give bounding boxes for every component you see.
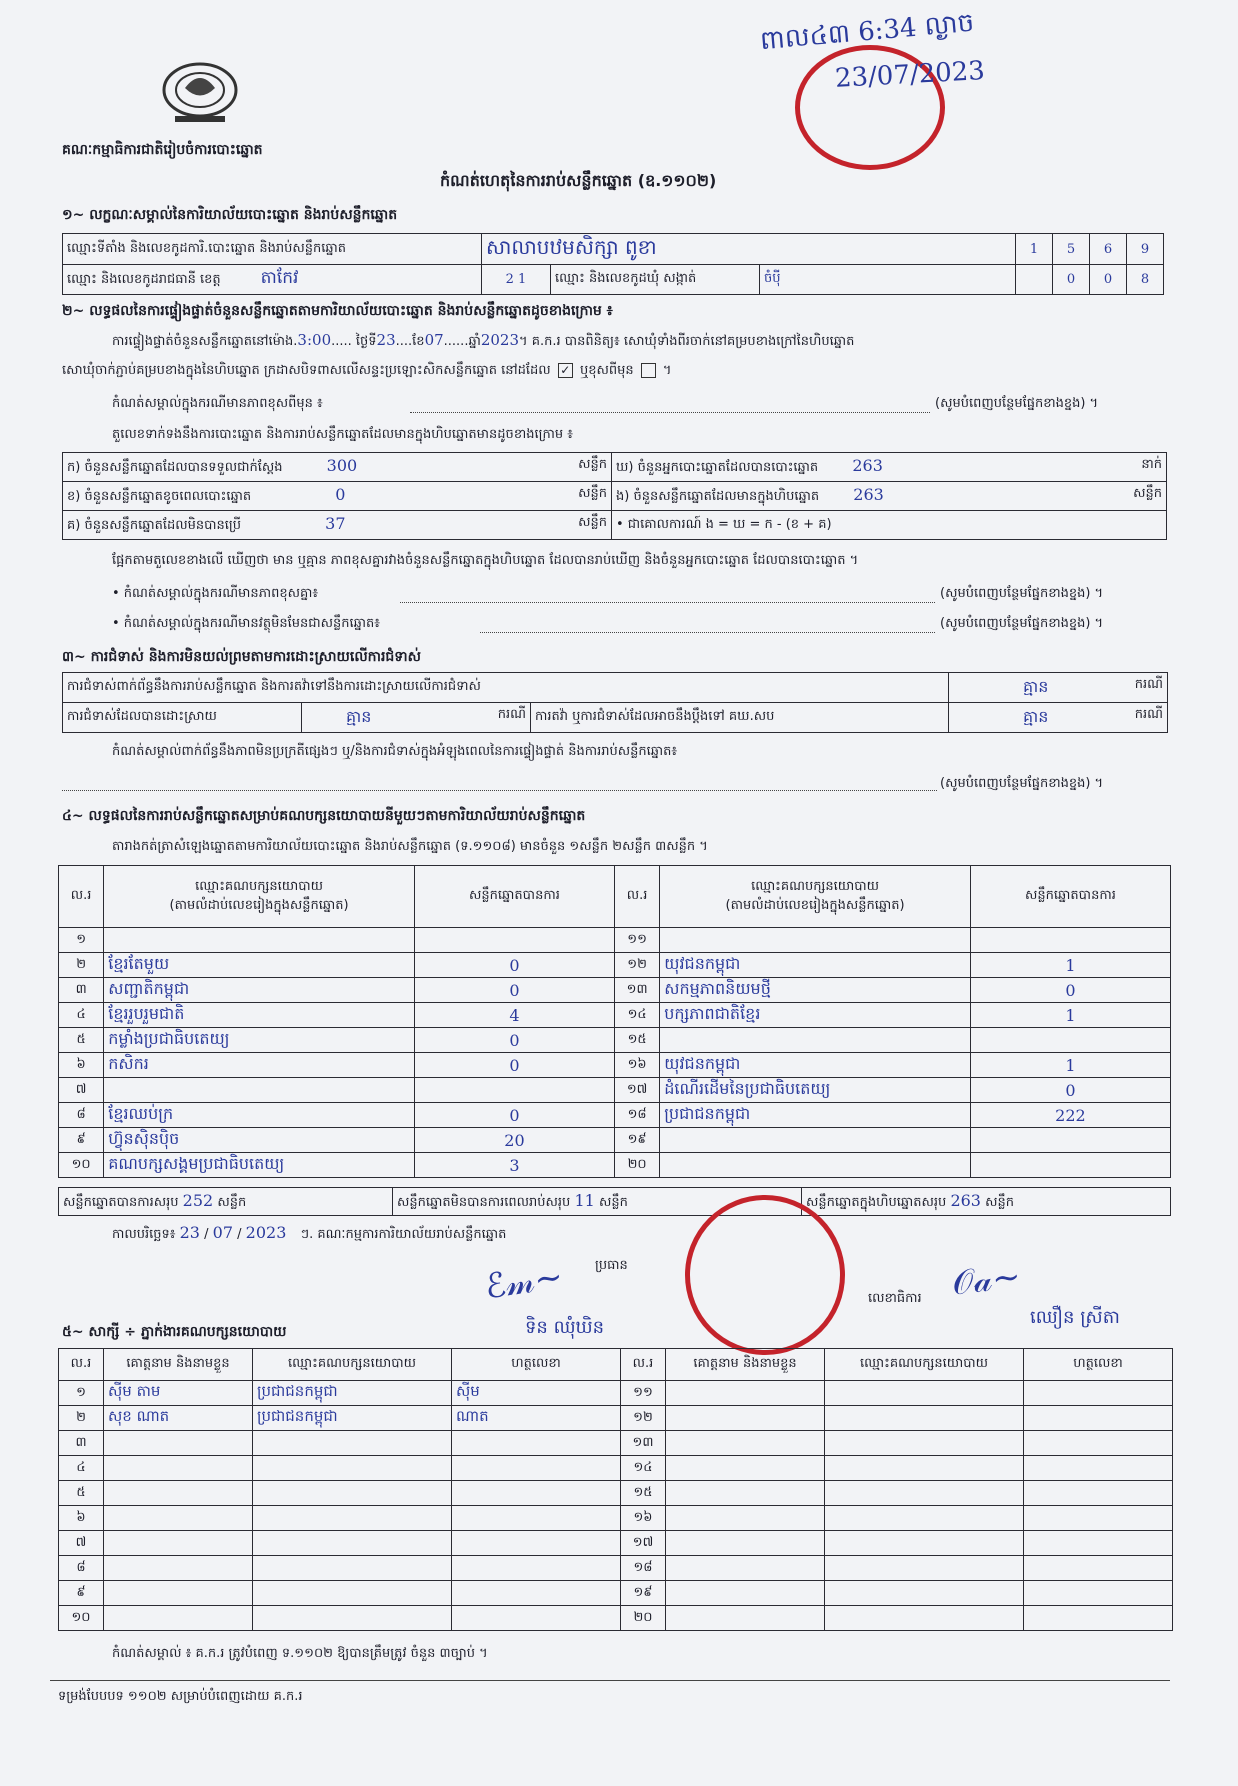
- witness-no: ១: [59, 1381, 104, 1406]
- vote-party-name: [660, 1153, 971, 1178]
- vote-row-no: ១៨: [614, 1103, 659, 1128]
- witness-no: ២: [59, 1406, 104, 1431]
- received-date: 23/07/2023: [834, 56, 986, 94]
- emblem-logo: [155, 58, 245, 130]
- vote-row-no: ១៤: [614, 1003, 659, 1028]
- vote-party-name: ខ្មែរតែមួយ: [104, 953, 415, 978]
- witness-name: សុខ ណាត: [104, 1406, 253, 1431]
- s2-note-diff: កំណត់សម្គាល់ក្នុងករណីមានភាពខុសពីមុន ៖: [112, 396, 323, 411]
- secretary-signature: 𝒪𝒶~: [950, 1256, 1023, 1304]
- witness-party: [253, 1531, 452, 1556]
- secretary-name: ឈឿន ស្រីតា: [1030, 1307, 1120, 1328]
- s1-commune-code-1: 0: [1053, 265, 1090, 295]
- vote-row-no: ១៩: [614, 1128, 659, 1153]
- chair-name: ទិន ឈុំឃិន: [525, 1317, 605, 1338]
- vote-row: [59, 928, 1171, 953]
- witness-signature: [1024, 1506, 1173, 1531]
- witness-party: [825, 1556, 1024, 1581]
- vote-party-name: [660, 928, 971, 953]
- form-reference: ទម្រង់បែបបទ ១១០២ សម្រាប់បំពេញដោយ គ.ក.រ: [58, 1689, 303, 1704]
- witness-name: [104, 1456, 253, 1481]
- spoiled-ballots: 0: [335, 485, 346, 504]
- witness-row: [59, 1556, 1173, 1581]
- vote-party-name: [660, 1128, 971, 1153]
- witness-signature: [452, 1531, 621, 1556]
- witness-signature: [452, 1581, 621, 1606]
- witness-party: [825, 1481, 1024, 1506]
- witness-signature: [1024, 1556, 1173, 1581]
- witness-signature: [1024, 1381, 1173, 1406]
- witness-row: [59, 1431, 1173, 1456]
- s1-title: ១~ លក្ខណៈសម្គាល់នៃការិយាល័យបោះឆ្នោត និងរាប់សន្លឹកឆ្នោត: [62, 207, 398, 223]
- vote-party-name: កម្លាំងប្រជាធិបតេយ្យ: [104, 1028, 415, 1053]
- verify-day: 23: [376, 331, 396, 349]
- fill-back-note-1: (សូមបំពេញបន្ថែមផ្នែកខាងខ្នង) ។: [935, 396, 1099, 411]
- vote-row: [59, 1128, 1171, 1153]
- vote-row: [59, 1153, 1171, 1178]
- witness-name: [666, 1556, 825, 1581]
- vote-row: [59, 1003, 1171, 1028]
- vote-row: [59, 1078, 1171, 1103]
- witness-no: ១២: [621, 1406, 666, 1431]
- s1-label-station: ឈ្មោះទីតាំង និងលេខកូដការិ.បោះឆ្នោត និងរាប់សន្លឹកឆ្នោត: [63, 234, 482, 265]
- witness-signature: [452, 1606, 621, 1631]
- vote-row: [59, 953, 1171, 978]
- witness-party: ប្រជាជនកម្ពុជា: [253, 1406, 452, 1431]
- vote-count: 0: [414, 1053, 614, 1078]
- formula-note: • ជាគោលការណ៍ ង = ឃ = ក - (ខ + គ): [612, 511, 1167, 540]
- witness-row: [59, 1506, 1173, 1531]
- vote-party-name: យុវជនកម្ពុជា: [660, 1053, 971, 1078]
- witness-no: ៨: [59, 1556, 104, 1581]
- vote-party-name: [104, 1078, 415, 1103]
- witness-party: [253, 1581, 452, 1606]
- s3-resolved-count: គ្មាន: [346, 706, 372, 726]
- vote-party-name: ប្រជាជនកម្ពុជា: [660, 1103, 971, 1128]
- witness-signature: [452, 1431, 621, 1456]
- vote-party-name: យុវជនកម្ពុជា: [660, 953, 971, 978]
- vote-count: 1: [970, 953, 1170, 978]
- witness-name: [666, 1381, 825, 1406]
- vote-row-no: ៩: [59, 1128, 104, 1153]
- witness-name: ស៊ីម តាម: [104, 1381, 253, 1406]
- witness-party: [253, 1506, 452, 1531]
- witness-row: [59, 1581, 1173, 1606]
- vote-count: [970, 1153, 1170, 1178]
- witness-signature: [1024, 1481, 1173, 1506]
- vote-party-name: ខ្មែររួបរួមជាតិ: [104, 1003, 415, 1028]
- vote-count: 1: [970, 1003, 1170, 1028]
- witness-no: ១៦: [621, 1506, 666, 1531]
- witness-no: ៧: [59, 1531, 104, 1556]
- ballots-in-box: 263: [853, 485, 884, 504]
- vote-row: [59, 1053, 1171, 1078]
- witness-party: [253, 1556, 452, 1581]
- witness-name: [666, 1531, 825, 1556]
- witness-no: ១៨: [621, 1556, 666, 1581]
- witness-row: [59, 1381, 1173, 1406]
- vote-count: [970, 928, 1170, 953]
- s3-note: កំណត់សម្គាល់ពាក់ព័ន្ធនឹងភាពមិនប្រក្រតីផ្សេងៗ ឬ/និងការជំទាស់ក្នុងអំឡុងពេលនៃការផ្ទៀងផ្ទាត់ និងការរាប់សន្លឹកឆ្នោត៖: [112, 744, 678, 759]
- same-checkbox[interactable]: ✓: [558, 363, 573, 378]
- vote-party-name: [660, 1028, 971, 1053]
- witness-signature: [1024, 1456, 1173, 1481]
- witness-no: ១៣: [621, 1431, 666, 1456]
- witness-party: ប្រជាជនកម្ពុជា: [253, 1381, 452, 1406]
- vote-row-no: ៧: [59, 1078, 104, 1103]
- witness-party: [253, 1456, 452, 1481]
- s1-code-4: 9: [1127, 234, 1164, 265]
- unused-ballots: 37: [325, 514, 346, 533]
- witness-no: ៤: [59, 1456, 104, 1481]
- s1-table: [62, 233, 1164, 295]
- witness-party: [825, 1506, 1024, 1531]
- vote-row-no: ១១: [614, 928, 659, 953]
- witness-name: [104, 1531, 253, 1556]
- vote-row-no: ១៣: [614, 978, 659, 1003]
- witness-name: [104, 1481, 253, 1506]
- witness-name: [104, 1556, 253, 1581]
- witness-name: [104, 1606, 253, 1631]
- witness-row: [59, 1481, 1173, 1506]
- s2-title: ២~ លទ្ធផលនៃការផ្ទៀងផ្ទាត់ចំនួនសន្លឹកឆ្នោតតាមការិយាល័យបោះឆ្នោត និងរាប់សន្លឹកឆ្នោតដូចខាងក្រោម ៖: [62, 303, 613, 319]
- s1-code-2: 5: [1053, 234, 1090, 265]
- s1-commune: ចំប៉ី: [760, 265, 1016, 295]
- witness-party: [825, 1531, 1024, 1556]
- vote-party-name: បក្សភាពជាតិខ្មែរ: [660, 1003, 971, 1028]
- vote-row-no: ១៧: [614, 1078, 659, 1103]
- vote-count: 0: [414, 1028, 614, 1053]
- vote-party-name: កសិករ: [104, 1053, 415, 1078]
- vote-count: 0: [970, 1078, 1170, 1103]
- witness-no: ១៧: [621, 1531, 666, 1556]
- received-ballots: 300: [326, 456, 358, 475]
- vote-row: [59, 1103, 1171, 1128]
- witness-party: [825, 1431, 1024, 1456]
- witness-signature: ណាត: [452, 1406, 621, 1431]
- secretary-title: លេខាធិការ: [868, 1291, 922, 1306]
- s1-commune-code-3: 8: [1127, 265, 1164, 295]
- vote-row-no: ៥: [59, 1028, 104, 1053]
- vote-count: 4: [414, 1003, 614, 1028]
- witness-no: ១៩: [621, 1581, 666, 1606]
- vote-row-no: ២០: [614, 1153, 659, 1178]
- witness-party: [253, 1431, 452, 1456]
- vote-party-name: [104, 928, 415, 953]
- witness-name: [666, 1606, 825, 1631]
- s1-label-province: ឈ្មោះ និងលេខកូដរាជធានី ខេត្ត: [67, 272, 221, 287]
- s2-figures-table: ក) ចំនួនសន្លឹកឆ្នោតដែលបានទទួលជាក់ស្តែង 300 សន្លឹក ឃ) ចំនួនអ្នកបោះឆ្នោតដែលបានបោះឆ្នោត 263 នាក់ ខ) ចំនួនសន្លឹកឆ្នោតខូចពេលបោះឆ្នោត 0 សន្លឹក ង) ចំនួនសន្លឹកឆ្នោតដែលមានក្នុងហិបឆ្នោត 263 សន្លឹក គ) ចំនួនសន្លឹកឆ្នោតដែលមិនបានប្រើ 37 សន្លឹក • ជាគោលការណ៍ ង = ឃ = ក - (ខ + គ): [62, 452, 1167, 540]
- vote-row-no: ១០: [59, 1153, 104, 1178]
- s1-code-1: 1: [1016, 234, 1053, 265]
- witness-signature: [1024, 1406, 1173, 1431]
- s3-complaint-count: គ្មាន: [1023, 676, 1049, 696]
- s3-table: ការជំទាស់ពាក់ព័ន្ធនឹងការរាប់សន្លឹកឆ្នោត និងការតវ៉ាទៅនឹងការដោះស្រាយលើការជំទាស់ គ្មាន ករណី ការជំទាស់ដែលបានដោះស្រាយ គ្មាន ករណី ការតវ៉ា ឬការជំទាស់ដែលអាចនឹងប្តឹងទៅ គឃ.សប គ្មាន ករណី: [62, 672, 1168, 733]
- s3-appeal-label: ការតវ៉ា ឬការជំទាស់ដែលអាចនឹងប្តឹងទៅ គឃ.សប: [531, 703, 949, 733]
- vote-row-no: ៨: [59, 1103, 104, 1128]
- received-note: ពាល៤៣ 6:34 ល្ងាច: [758, 7, 976, 57]
- witness-party: [825, 1456, 1024, 1481]
- s1-province: តាកែវ: [260, 268, 299, 288]
- witness-signature: [1024, 1531, 1173, 1556]
- witness-name: [104, 1581, 253, 1606]
- footnote: កំណត់សម្គាល់ ៖ គ.ក.រ ត្រូវបំពេញ ទ.១១០២ ឱ្យបានត្រឹមត្រូវ ចំនួន ៣ច្បាប់ ។: [112, 1646, 488, 1661]
- vote-count: 222: [970, 1103, 1170, 1128]
- witness-no: ១៤: [621, 1456, 666, 1481]
- witness-no: ១៥: [621, 1481, 666, 1506]
- vote-row-no: ៦: [59, 1053, 104, 1078]
- witness-name: [104, 1431, 253, 1456]
- s3-appeal-count: គ្មាន: [1023, 706, 1049, 726]
- witness-name: [666, 1506, 825, 1531]
- chair-signature: ℰ𝓂~: [482, 1256, 566, 1308]
- total-invalid: 11: [574, 1190, 595, 1210]
- witness-row: [59, 1606, 1173, 1631]
- total-valid: 252: [182, 1190, 214, 1210]
- vote-row-no: ១: [59, 928, 104, 953]
- changed-checkbox[interactable]: [641, 363, 656, 378]
- vote-party-name: សញ្ជាតិកម្ពុជា: [104, 978, 415, 1003]
- s1-province-code: 2 1: [482, 265, 551, 295]
- fill-back-note-3: (សូមបំពេញបន្ថែមផ្នែកខាងខ្នង) ។: [940, 616, 1104, 631]
- vote-row-no: ៤: [59, 1003, 104, 1028]
- witness-party: [825, 1381, 1024, 1406]
- vote-row: [59, 1028, 1171, 1053]
- vote-count: 1: [970, 1053, 1170, 1078]
- s1-code-3: 6: [1090, 234, 1127, 265]
- witness-party: [825, 1581, 1024, 1606]
- s4-title: ៤~ លទ្ធផលនៃការរាប់សន្លឹកឆ្នោតសម្រាប់គណបក្សនយោបាយនីមួយៗតាមការិយាល័យរាប់សន្លឹកឆ្នោត: [62, 808, 586, 824]
- vote-results-table: ល.រ ឈ្មោះគណបក្សនយោបាយ (តាមលំដាប់លេខរៀងក្នុងសន្លឹកឆ្នោត) សន្លឹកឆ្នោតបានការ ល.រ ឈ្មោះគណបក្សនយោបាយ (តាមលំដាប់លេខរៀងក្នុងសន្លឹកឆ្នោត) សន្លឹកឆ្នោតបានការ ១ ១១ ២ ខ្មែរតែមួយ 0 ១២ យុវជនកម្ពុជា 1 ៣ សញ្ជាតិកម្ពុជា 0 ១៣ សកម្មភាពនិយមថ្មី 0 ៤ ខ្មែររួបរួមជាតិ 4 ១៤ បក្សភាពជាតិខ្មែរ 1 ៥ កម្លាំងប្រជាធិបតេយ្យ 0 ១៥ ៦ កសិករ 0 ១៦ យុវជនកម្ពុជា 1 ៧ ១៧ ដំណើរដើមនៃប្រជាធិបតេយ្យ 0 ៨ ខ្មែរឈប់ក្រ 0 ១៨ ប្រជាជនកម្ពុជា 222 ៩ ហ៊្វុនស៊ិនប៉ិច 20 ១៩ ១០ គណបក្សសង្គមប្រជាធិបតេយ្យ 3 ២០: [58, 865, 1171, 1178]
- witness-signature: [452, 1506, 621, 1531]
- s2-para-1: ការផ្ទៀងផ្ទាត់ចំនួនសន្លឹកឆ្នោតនៅម៉ោង.3:00..... ថ្ងៃទី23....ខែ07......ឆ្នាំ2023។ គ.ក.រ បានពិនិត្យ៖ សោឃុំទាំងពីរចាក់នៅគម្របខាងក្រៅនៃហិបឆ្នោត: [112, 331, 855, 349]
- vote-row-no: ១៥: [614, 1028, 659, 1053]
- s1-label-commune: ឈ្មោះ និងលេខកូដឃុំ សង្កាត់: [551, 265, 760, 295]
- s4-intro: តារាងកត់ត្រាសំឡេងឆ្នោតតាមការិយាល័យបោះឆ្នោត និងរាប់សន្លឹកឆ្នោត (ទ.១១០៨) មានចំនួន ១សន្លឹក ២សន្លឹក ៣សន្លឹក ។: [112, 839, 708, 854]
- witness-name: [104, 1506, 253, 1531]
- s1-station-name: សាលាបឋមសិក្សា ពូខា: [482, 234, 1016, 265]
- s3-complaint-label: ការជំទាស់ពាក់ព័ន្ធនឹងការរាប់សន្លឹកឆ្នោត និងការតវ៉ាទៅនឹងការដោះស្រាយលើការជំទាស់: [63, 673, 949, 703]
- vote-count: [414, 928, 614, 953]
- chair-title: ប្រធាន: [595, 1258, 628, 1273]
- s2-figures-intro: តួលេខទាក់ទងនឹងការបោះឆ្នោត និងការរាប់សន្លឹកឆ្នោតដែលមានក្នុងហិបឆ្នោតមានដូចខាងក្រោម ៖: [112, 427, 573, 442]
- witness-signature: [452, 1556, 621, 1581]
- s2-bullet-2: • កំណត់សម្គាល់ក្នុងករណីមានវត្ថុមិនមែនជាសន្លឹកឆ្នោត៖: [112, 616, 380, 631]
- vote-party-name: ខ្មែរឈប់ក្រ: [104, 1103, 415, 1128]
- witness-row: [59, 1531, 1173, 1556]
- witness-row: [59, 1406, 1173, 1431]
- vote-row-no: ១៦: [614, 1053, 659, 1078]
- vote-count: 20: [414, 1128, 614, 1153]
- witness-no: ២០: [621, 1606, 666, 1631]
- witness-name: [666, 1456, 825, 1481]
- witness-no: ៦: [59, 1506, 104, 1531]
- total-in-box: 263: [950, 1190, 981, 1210]
- witness-row: [59, 1456, 1173, 1481]
- witness-party: [253, 1606, 452, 1631]
- witness-signature: [1024, 1581, 1173, 1606]
- s1-commune-code-2: 0: [1090, 265, 1127, 295]
- fill-back-note-2: (សូមបំពេញបន្ថែមផ្នែកខាងខ្នង) ។: [940, 586, 1104, 601]
- witness-party: [825, 1406, 1024, 1431]
- vote-count: 0: [414, 953, 614, 978]
- witness-signature: [452, 1456, 621, 1481]
- witness-name: [666, 1431, 825, 1456]
- s5-title: ៥~ សាក្សី ÷ ភ្នាក់ងារគណបក្សនយោបាយ: [62, 1324, 287, 1340]
- vote-count: 3: [414, 1153, 614, 1178]
- vote-count: 0: [414, 1103, 614, 1128]
- witness-name: [666, 1406, 825, 1431]
- vote-party-name: គណបក្សសង្គមប្រជាធិបតេយ្យ: [104, 1153, 415, 1178]
- witness-signature: ស៊ីម: [452, 1381, 621, 1406]
- witness-name: [666, 1581, 825, 1606]
- vote-party-name: សកម្មភាពនិយមថ្មី: [660, 978, 971, 1003]
- s3-resolved-label: ការជំទាស់ដែលបានដោះស្រាយ: [63, 703, 302, 733]
- verify-month: 07: [424, 331, 444, 349]
- vote-row: [59, 978, 1171, 1003]
- witness-no: ៩: [59, 1581, 104, 1606]
- verify-time: 3:00: [297, 331, 332, 349]
- witness-signature: [1024, 1606, 1173, 1631]
- witness-signature: [1024, 1431, 1173, 1456]
- witness-table: ល.រ គោត្តនាម និងនាមខ្លួន ឈ្មោះគណបក្សនយោបាយ ហត្ថលេខា ល.រ គោត្តនាម និងនាមខ្លួន ឈ្មោះគណបក្សនយោបាយ ហត្ថលេខា ១ ស៊ីម តាម ប្រជាជនកម្ពុជា ស៊ីម ១១ ២ សុខ ណាត ប្រជាជនកម្ពុជា ណាត ១២ ៣ ១៣ ៤ ១៤ ៥ ១៥ ៦ ១៦ ៧ ១៧ ៨ ១៨ ៩ ១៩ ១០ ២០: [58, 1348, 1173, 1631]
- vote-party-name: ដំណើរដើមនៃប្រជាធិបតេយ្យ: [660, 1078, 971, 1103]
- voters-voted: 263: [852, 456, 883, 475]
- org-name: គណៈកម្មាធិការជាតិរៀបចំការបោះឆ្នោត: [62, 142, 263, 158]
- s2-bullet-1: • កំណត់សម្គាល់ក្នុងករណីមានភាពខុសគ្នា៖: [112, 586, 319, 601]
- witness-name: [666, 1481, 825, 1506]
- s2-para-2: សោឃុំចាក់ភ្ជាប់គម្របខាងក្នុងនៃហិបឆ្នោត ក្រដាសបិទពាសលើសន្ទះប្រឡោះសិកសន្លឹកឆ្នោត នៅដដែល ✓ ឬខុសពីមុន ។: [62, 363, 672, 378]
- witness-no: ៣: [59, 1431, 104, 1456]
- form-title: កំណត់ហេតុនៃការរាប់សន្លឹកឆ្នោត (ឧ.១១០២): [440, 171, 717, 190]
- witness-party: [253, 1481, 452, 1506]
- witness-no: ១០: [59, 1606, 104, 1631]
- committee-stamp: [685, 1195, 845, 1355]
- vote-count: 0: [970, 978, 1170, 1003]
- vote-row-no: ៣: [59, 978, 104, 1003]
- vote-party-name: ហ៊្វុនស៊ិនប៉ិច: [104, 1128, 415, 1153]
- vote-count: [414, 1078, 614, 1103]
- witness-no: ៥: [59, 1481, 104, 1506]
- vote-count: 0: [414, 978, 614, 1003]
- vote-count: [970, 1128, 1170, 1153]
- vote-row-no: ១២: [614, 953, 659, 978]
- s2-para-5: ផ្អែកតាមតួលេខខាងលើ ឃើញថា មាន ឬគ្មាន ភាពខុសគ្នារវាងចំនួនសន្លឹកឆ្នោតក្នុងហិបឆ្នោត ដែលបានរាប់ឃើញ និងចំនួនអ្នកបោះឆ្នោត ដែលបានបោះឆ្នោត ។: [112, 553, 859, 568]
- witness-party: [825, 1606, 1024, 1631]
- witness-no: ១១: [621, 1381, 666, 1406]
- vote-count: [970, 1028, 1170, 1053]
- signing-date: កាលបរិច្ឆេទ៖ 23 / 07 / 2023 ៗ. គណៈកម្មការការិយាល័យរាប់សន្លឹកឆ្នោត: [112, 1223, 507, 1242]
- vote-totals: សន្លឹកឆ្នោតបានការសរុប 252 សន្លឹក សន្លឹកឆ្នោតមិនបានការពេលរាប់សរុប 11 សន្លឹក សន្លឹកឆ្នោតក្នុងហិបឆ្នោតសរុប 263 សន្លឹក: [58, 1187, 1171, 1216]
- s3-title: ៣~ ការជំទាស់ និងការមិនយល់ព្រមតាមការដោះស្រាយលើការជំទាស់: [62, 649, 421, 665]
- vote-row-no: ២: [59, 953, 104, 978]
- witness-signature: [452, 1481, 621, 1506]
- verify-year: 2023: [480, 331, 520, 349]
- fill-back-note-4: (សូមបំពេញបន្ថែមផ្នែកខាងខ្នង) ។: [940, 776, 1104, 791]
